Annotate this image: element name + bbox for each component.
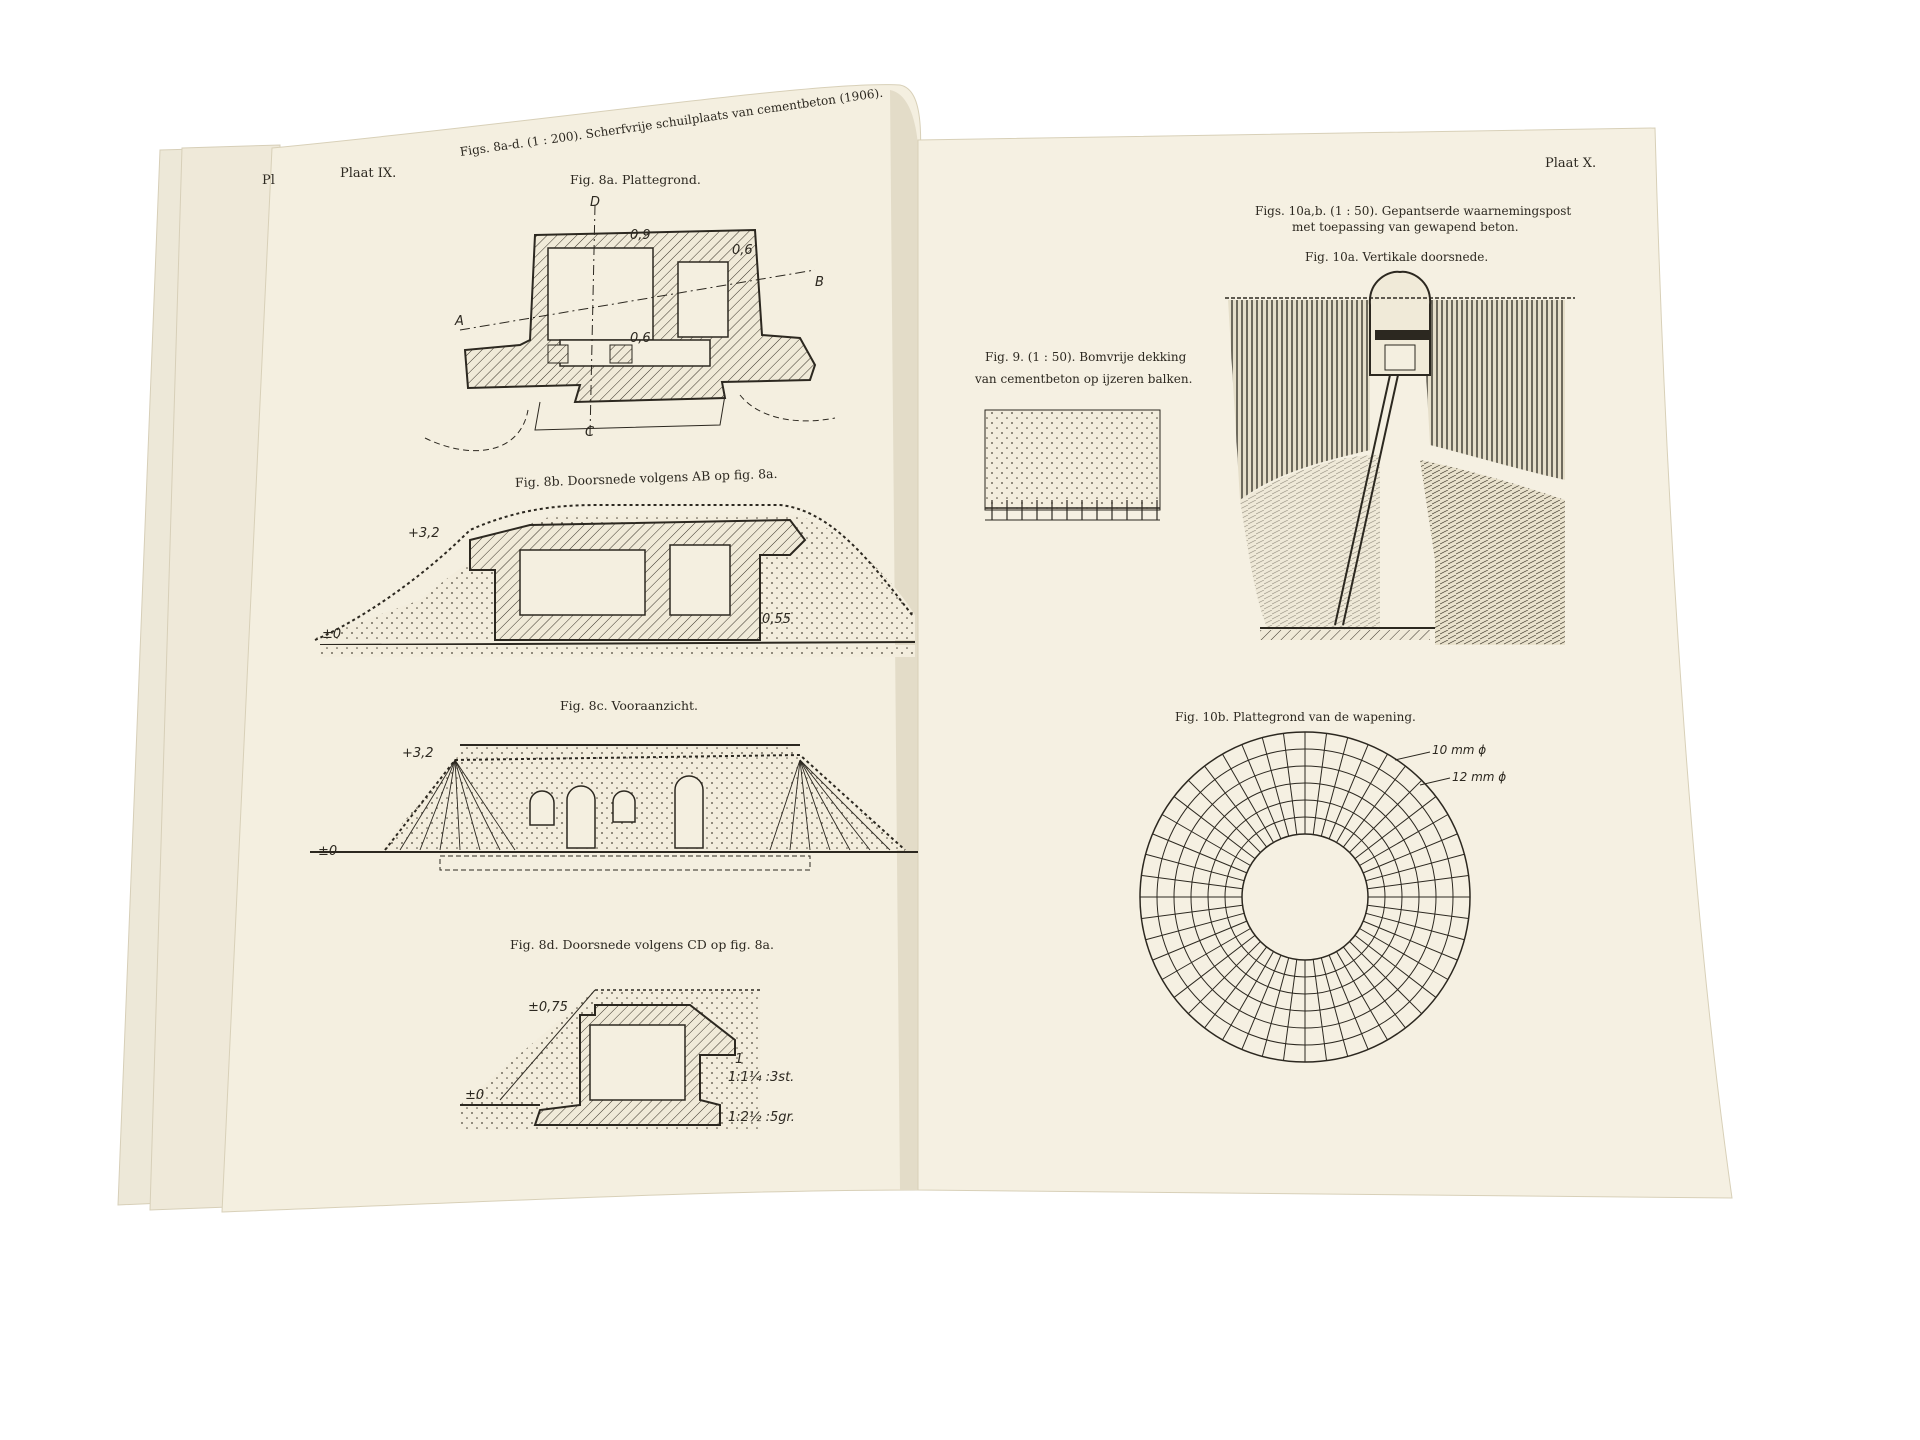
fig8a-dim-1: 0,9	[630, 228, 651, 243]
fig10-header-line1: Figs. 10a,b. (1 : 50). Gepantserde waarnemingspost	[1255, 204, 1572, 218]
fig8a-dim-3: 0,6	[630, 331, 651, 346]
fig8a-axis-d: D	[590, 195, 601, 210]
fig8d-dim-depth: ±0,75	[528, 1000, 568, 1015]
fig8d-ratio-1: 1:1¼ :3st.	[728, 1070, 795, 1085]
fig8d-dim-ground: ±0	[465, 1088, 485, 1103]
fig8b-dim-wall: 0,55	[762, 612, 791, 627]
fig8a-axis-b: B	[815, 275, 824, 290]
fig8a-axis-c: C	[585, 425, 595, 440]
fig8a-dim-2: 0,6	[732, 243, 753, 258]
back-page-label: Pl	[262, 173, 275, 188]
right-page	[918, 128, 1732, 1198]
fig10b-label-10mm: 10 mm ϕ	[1432, 743, 1487, 757]
fig8c-dim-top: +3,2	[402, 746, 434, 761]
fig8c-caption: Fig. 8c. Vooraanzicht.	[560, 698, 699, 713]
right-plate-label: Plaat X.	[1545, 156, 1597, 171]
fig8d-ratio-2: 1:2½ :5gr.	[728, 1110, 795, 1125]
fig8b-dim-ground: ±0	[322, 627, 342, 642]
fig8d-dim-step: 1	[735, 1052, 744, 1067]
fig8a-caption: Fig. 8a. Plattegrond.	[570, 172, 701, 187]
left-plate-label: Plaat IX.	[340, 166, 397, 181]
fig9-drawing	[985, 410, 1160, 520]
fig8b-caption: Fig. 8b. Doorsnede volgens AB op fig. 8a.	[514, 465, 778, 490]
fig8a-axis-a: A	[455, 314, 464, 329]
fig10a-caption: Fig. 10a. Vertikale doorsnede.	[1305, 250, 1489, 264]
fig8d-caption: Fig. 8d. Doorsnede volgens CD op fig. 8a.	[510, 937, 774, 952]
fig10b-caption: Fig. 10b. Plattegrond van de wapening.	[1175, 710, 1416, 724]
fig8b-dim-top: +3,2	[408, 526, 440, 541]
fig10b-label-12mm: 12 mm ϕ	[1452, 770, 1507, 784]
fig10-header-line2: met toepassing van gewapend beton.	[1292, 220, 1519, 234]
left-page-header: Figs. 8a-d. (1 : 200). Scherfvrije schuilplaats van cementbeton (1906).	[459, 85, 884, 159]
fig9-caption-line2: van cementbeton op ijzeren balken.	[975, 372, 1193, 386]
fig8c-dim-ground: ±0	[318, 844, 338, 859]
fig9-caption-line1: Fig. 9. (1 : 50). Bomvrije dekking	[985, 350, 1187, 364]
